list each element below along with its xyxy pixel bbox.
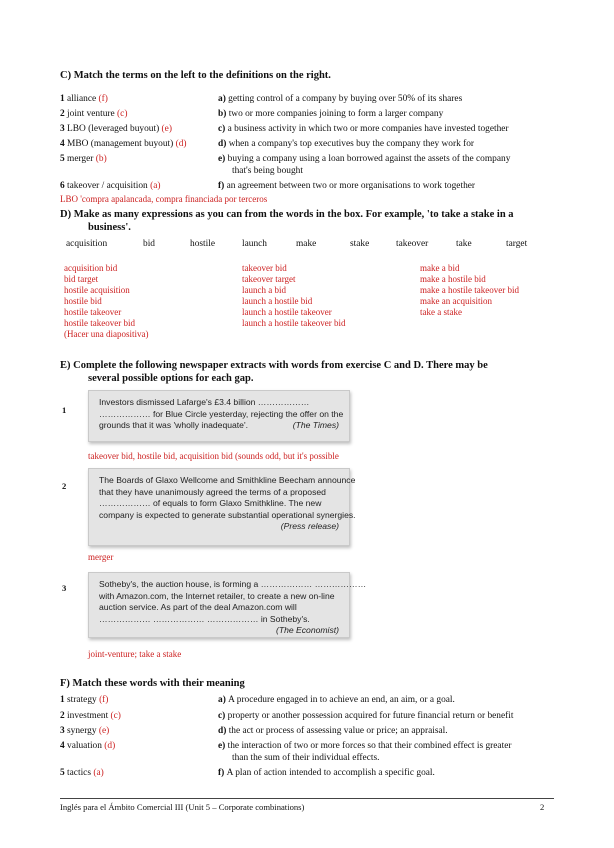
c-row-term xyxy=(60,108,127,120)
c-row-number: 6 xyxy=(60,181,68,191)
extract-answer: takeover bid, hostile bid, acquisition bid (sounds odd, but it's possible xyxy=(88,451,339,461)
extract-line: grounds that it was 'wholly inadequate'. xyxy=(99,420,248,430)
f-row-letter: c) xyxy=(218,711,228,721)
f-row-letter: e) xyxy=(218,741,228,751)
extract-answer: joint-venture; take a stake xyxy=(88,649,182,659)
expression-col1: hostile bid xyxy=(64,296,102,306)
c-row-letter: c) xyxy=(218,124,228,134)
c-row-letter: a) xyxy=(218,94,229,104)
extract-answer: merger xyxy=(88,552,114,562)
expression-col3: make a hostile bid xyxy=(420,274,486,284)
expression-col3: take a stake xyxy=(420,307,462,317)
expression-col2: launch a hostile bid xyxy=(242,296,313,306)
c-row-term-text: LBO (leveraged buyout) xyxy=(67,124,162,134)
c-row-definition-text: an agreement between two or more organisations to work together xyxy=(226,181,476,191)
section-c-title: C) Match the terms on the left to the definitions on the right. xyxy=(60,70,331,81)
extract-number: 1 xyxy=(62,405,67,415)
extract-source: (Press release) xyxy=(280,521,339,531)
word-box-item: launch xyxy=(242,239,267,249)
c-row-letter: b) xyxy=(218,109,229,119)
c-row-number: 5 xyxy=(60,154,68,164)
extract-line: Sotheby's, the auction house, is forming a ……………… ……………… xyxy=(99,579,367,589)
word-box-item: acquisition xyxy=(66,239,108,249)
f-row-number: 5 xyxy=(60,768,68,778)
f-row-definition xyxy=(218,725,448,737)
f-row-definition-cont: than the sum of their individual effects. xyxy=(232,753,380,763)
word-box-item: bid xyxy=(143,239,155,249)
c-row-letter: d) xyxy=(218,139,229,149)
extract-source: (The Economist) xyxy=(275,625,339,635)
f-row-term-text: strategy xyxy=(67,695,100,705)
f-row-letter: f) xyxy=(218,768,227,778)
c-row-term xyxy=(60,180,161,192)
footer-text: Inglés para el Ámbito Comercial III (Unit 5 – Corporate combinations) xyxy=(60,802,305,812)
extract-line: company is expected to generate substantial operational synergies. xyxy=(99,509,356,520)
newspaper-extract xyxy=(88,390,350,442)
section-c-note: LBO 'compra apalancada, compra financiada por terceros xyxy=(60,194,268,204)
expression-col1: hostile acquisition xyxy=(64,285,130,295)
f-row-definition xyxy=(218,740,511,752)
f-row-term-text: tactics xyxy=(67,768,94,778)
f-row-term xyxy=(60,694,108,706)
c-row-definition-text: two or more companies joining to form a larger company xyxy=(228,109,444,119)
section-d-title-line1: D) Make as many expressions as you can from the words in the box. For example, 'to take a stake in a xyxy=(60,209,514,220)
newspaper-extract xyxy=(88,468,356,546)
c-row-letter: f) xyxy=(218,181,227,191)
expression-col3: make a hostile takeover bid xyxy=(420,285,519,295)
extract-number: 3 xyxy=(62,583,67,593)
c-row-definition xyxy=(218,123,509,135)
section-f-title: F) Match these words with their meaning xyxy=(60,678,245,689)
newspaper-extract xyxy=(88,572,367,638)
extract-line: ……………… ……………… ……………… in Sotheby's. xyxy=(99,613,310,624)
extract-line: The Boards of Glaxo Wellcome and Smithkline Beecham announce xyxy=(99,475,356,485)
expression-col1: hostile takeover bid xyxy=(64,318,135,328)
extract-line: ……………… of equals to form Glaxo Smithkline. The new xyxy=(99,498,322,508)
c-row-definition xyxy=(218,93,462,105)
c-row-term-text: merger xyxy=(67,154,96,164)
expression-col2: launch a hostile takeover bid xyxy=(242,318,346,328)
extract-source: (The Times) xyxy=(292,420,339,430)
c-row-answer: (c) xyxy=(117,109,128,119)
c-row-number: 3 xyxy=(60,124,68,134)
page-number: 2 xyxy=(540,802,545,812)
f-row-term xyxy=(60,740,115,752)
expression-col2: takeover target xyxy=(242,274,296,284)
c-row-definition-text: a business activity in which two or more companies have invested together xyxy=(227,124,509,134)
f-row-term-text: investment xyxy=(67,711,111,721)
f-row-answer: (a) xyxy=(93,768,104,778)
extract-line: that they have unanimously agreed the terms of a proposed xyxy=(99,486,326,497)
f-row-term xyxy=(60,725,109,737)
c-row-term xyxy=(60,93,108,105)
f-row-term-text: synergy xyxy=(67,726,99,736)
c-row-term xyxy=(60,138,187,150)
c-row-definition-text: buying a company using a loan borrowed against the assets of the company xyxy=(227,154,511,164)
f-row-term-text: valuation xyxy=(67,741,105,751)
c-row-term-text: takeover / acquisition xyxy=(67,181,151,191)
c-row-definition xyxy=(218,153,510,165)
c-row-number: 1 xyxy=(60,94,68,104)
extract-line: Investors dismissed Lafarge's £3.4 billion ……………… xyxy=(99,397,310,407)
expression-col3: make an acquisition xyxy=(420,296,492,306)
word-box-item: take xyxy=(456,239,472,249)
section-d-title-line2: business'. xyxy=(88,222,131,233)
f-row-answer: (c) xyxy=(110,711,121,721)
c-row-definition-text: when a company's top executives buy the company they work for xyxy=(228,139,475,149)
f-row-definition xyxy=(218,767,435,779)
f-row-answer: (e) xyxy=(98,726,110,736)
extract-number: 2 xyxy=(62,481,67,491)
word-box-item: stake xyxy=(350,239,370,249)
f-row-answer: (d) xyxy=(104,741,116,751)
c-row-definition xyxy=(218,138,474,150)
word-box-item: hostile xyxy=(190,239,215,249)
f-row-definition-text: the interaction of two or more forces so that their combined effect is greater xyxy=(227,741,512,751)
f-row-term xyxy=(60,767,104,779)
f-row-number: 2 xyxy=(60,711,68,721)
c-row-term-text: MBO (management buyout) xyxy=(67,139,176,149)
f-row-definition-text: A procedure engaged in to achieve an end, an aim, or a goal. xyxy=(228,695,455,705)
c-row-term xyxy=(60,153,107,165)
expression-col1: hostile takeover xyxy=(64,307,122,317)
f-row-term xyxy=(60,710,121,722)
c-row-term-text: alliance xyxy=(67,94,99,104)
c-row-answer: (e) xyxy=(161,124,172,134)
f-row-definition xyxy=(218,710,513,722)
footer-divider xyxy=(60,798,554,799)
c-row-definition-cont: that's being bought xyxy=(232,166,303,176)
f-row-letter: d) xyxy=(218,726,229,736)
c-row-answer: (f) xyxy=(98,94,108,104)
expression-col2: takeover bid xyxy=(242,263,287,273)
f-row-definition-text: property or another possession acquired for future financial return or benefit xyxy=(227,711,514,721)
expression-col1: (Hacer una diapositiva) xyxy=(64,329,149,339)
extract-line: auction service. As part of the deal Amazon.com will xyxy=(99,602,297,612)
extract-line: with Amazon.com, the Internet retailer, to create a new on-line xyxy=(99,590,335,601)
c-row-definition-text: getting control of a company by buying over 50% of its shares xyxy=(228,94,463,104)
c-row-answer: (a) xyxy=(150,181,161,191)
section-e-title-line2: several possible options for each gap. xyxy=(88,373,254,384)
c-row-number: 4 xyxy=(60,139,68,149)
f-row-definition-text: the act or process of assessing value or price; an appraisal. xyxy=(228,726,448,736)
c-row-definition xyxy=(218,108,443,120)
c-row-definition xyxy=(218,180,475,192)
expression-col2: launch a bid xyxy=(242,285,286,295)
expression-col3: make a bid xyxy=(420,263,460,273)
f-row-answer: (f) xyxy=(99,695,109,705)
c-row-number: 2 xyxy=(60,109,68,119)
f-row-number: 1 xyxy=(60,695,68,705)
f-row-number: 3 xyxy=(60,726,68,736)
word-box-item: takeover xyxy=(396,239,429,249)
f-row-definition-text: A plan of action intended to accomplish a specific goal. xyxy=(226,768,435,778)
section-e-title-line1: E) Complete the following newspaper extracts with words from exercise C and D. There may be xyxy=(60,360,488,371)
expression-col1: bid target xyxy=(64,274,99,284)
f-row-definition xyxy=(218,694,455,706)
c-row-letter: e) xyxy=(218,154,228,164)
f-row-letter: a) xyxy=(218,695,229,705)
c-row-answer: (b) xyxy=(95,154,107,164)
c-row-term-text: joint venture xyxy=(67,109,118,119)
word-box-item: target xyxy=(506,239,528,249)
expression-col2: launch a hostile takeover xyxy=(242,307,332,317)
c-row-answer: (d) xyxy=(175,139,187,149)
expression-col1: acquisition bid xyxy=(64,263,118,273)
c-row-term xyxy=(60,123,172,135)
f-row-number: 4 xyxy=(60,741,68,751)
extract-line: ……………… for Blue Circle yesterday, rejecting the offer on the xyxy=(99,408,344,419)
word-box-item: make xyxy=(296,239,317,249)
